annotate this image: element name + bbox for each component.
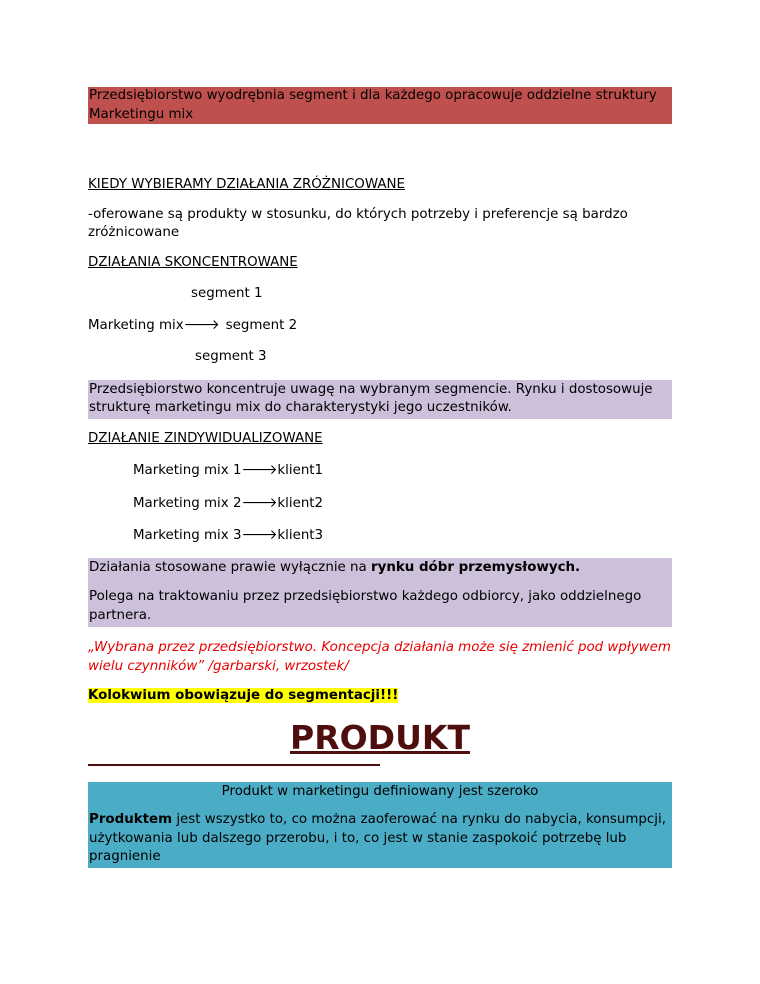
produkt-box-text bbox=[89, 811, 671, 867]
kolokwium-highlight: Kolokwium obowiązuje do segmentacji!!! bbox=[88, 688, 399, 703]
industrial-market-prefix: Działania stosowane prawie wyłącznie na bbox=[89, 559, 371, 575]
marketing-mix-3: Marketing mix 3 bbox=[133, 528, 242, 543]
industrial-market-bold: rynku dóbr przemysłowych. bbox=[370, 559, 581, 575]
produkt-rest: jest wszystko to, co można zaoferować na rynku do nabycia, konsumpcji, użytkowania lub dalszego przerobu, i to, co jest w stanie zaspokoić potrzebę lub pragnienie bbox=[89, 812, 666, 864]
individualized-heading: DZIAŁANIE ZINDYWIDUALIZOWANE bbox=[88, 430, 323, 446]
marketing-mix-1: Marketing mix 1 bbox=[133, 463, 242, 478]
arrow-right-icon: 🡒 bbox=[183, 317, 220, 333]
segment-3-line bbox=[88, 348, 672, 367]
segment-strategy-box: Przedsiębiorstwo wyodrębnia segment i dla każdego opracowuje oddzielne struktury Marketingu mix bbox=[88, 87, 672, 124]
individualized-box bbox=[88, 558, 672, 628]
segment-1: segment 1 bbox=[191, 286, 263, 301]
produkt-box-heading: Produkt w marketingu definiowany jest szeroko bbox=[221, 783, 539, 799]
marketing-mix-2: Marketing mix 2 bbox=[133, 495, 242, 511]
individualized-box-line-2: Polega na traktowaniu przez przedsiębiorstwo każdego odbiorcy, jako oddzielnego partnera. bbox=[89, 589, 642, 623]
client-2: klient2 bbox=[277, 495, 324, 511]
segment-3: segment 3 bbox=[195, 349, 267, 364]
arrow-right-icon: 🡒 bbox=[241, 495, 278, 511]
individualized-box-line-1 bbox=[89, 559, 671, 578]
individual-line-2 bbox=[88, 495, 672, 514]
client-3: klient3 bbox=[277, 528, 324, 543]
concentrated-box: Przedsiębiorstwo koncentruje uwagę na wybranym segmencie. Rynku i dostosowuje strukturę marketingu mix do charakterystyki jego uczestników. bbox=[88, 380, 672, 419]
client-1: klient1 bbox=[277, 463, 324, 478]
document-page bbox=[88, 87, 672, 868]
marketing-mix-line bbox=[88, 317, 672, 336]
kolokwium-line bbox=[88, 687, 672, 706]
produkt-title: PRODUKT bbox=[290, 717, 470, 757]
concentrated-heading: DZIAŁANIA SKONCENTROWANE bbox=[88, 254, 298, 270]
arrow-right-icon: 🡒 bbox=[241, 463, 278, 478]
produkt-bold: Produktem bbox=[89, 812, 173, 827]
segment-2: segment 2 bbox=[225, 317, 298, 333]
quote-text: „Wybrana przez przedsiębiorstwo. Koncepcja działania może się zmienić pod wpływem wielu czynników” /garbarski, wrzostek/ bbox=[88, 640, 671, 674]
arrow-right-icon: 🡒 bbox=[241, 528, 278, 543]
marketing-mix-label: Marketing mix bbox=[88, 317, 184, 333]
individual-line-1 bbox=[88, 462, 672, 481]
differentiated-text: -oferowane są produkty w stosunku, do których potrzeby i preferencje są bardzo zróżnicowane bbox=[88, 206, 628, 240]
differentiated-heading: KIEDY WYBIERAMY DZIAŁANIA ZRÓŻNICOWANE bbox=[88, 177, 405, 192]
produkt-definition-box bbox=[88, 782, 672, 868]
individual-line-3 bbox=[88, 527, 672, 546]
segment-1-line bbox=[88, 285, 672, 304]
